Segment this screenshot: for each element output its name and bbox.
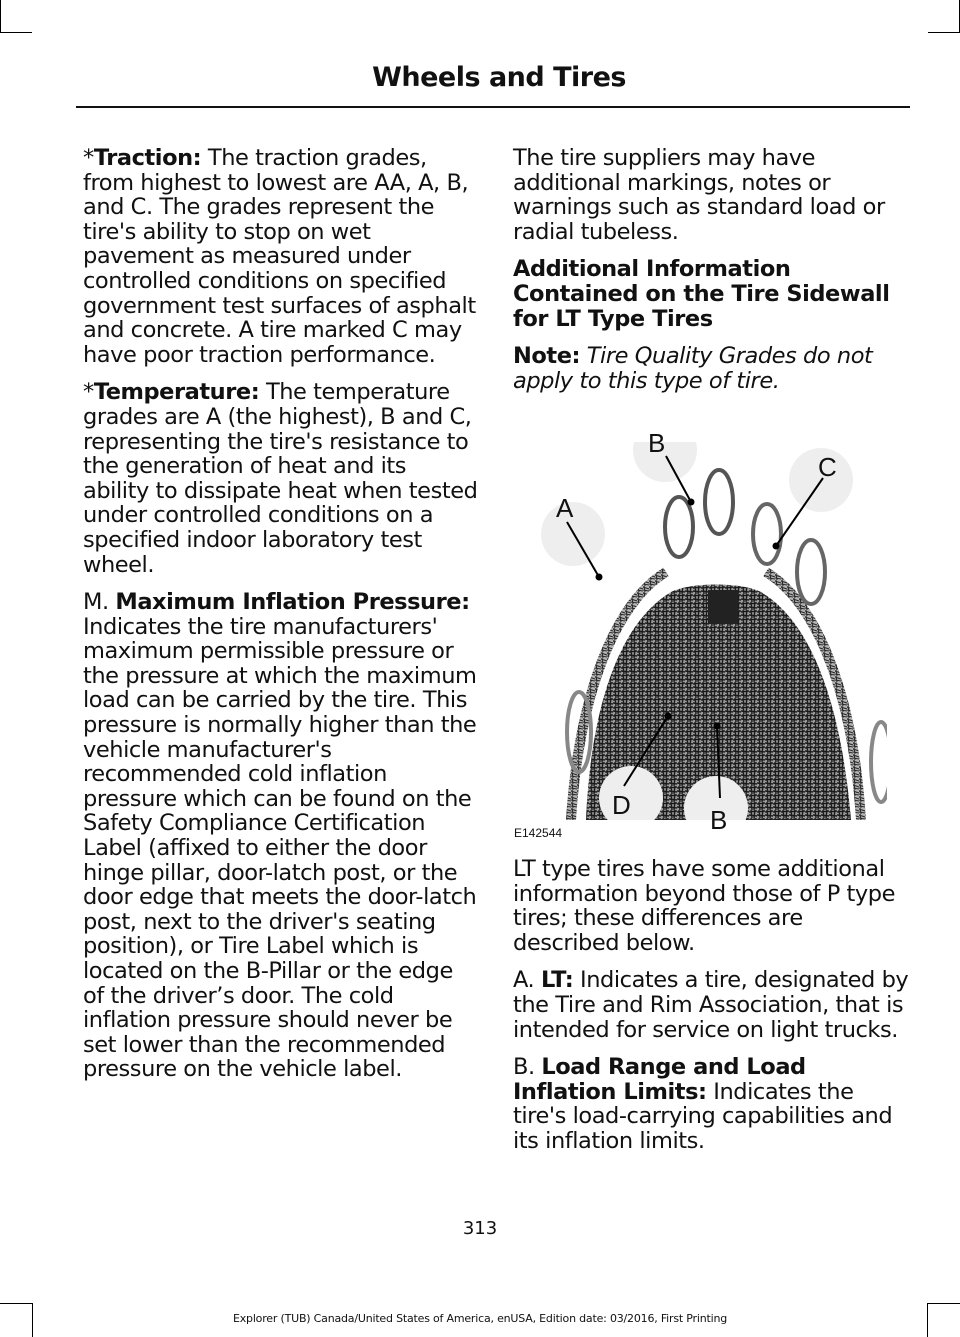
item-b-label: Load Range and Load Inflation Limits: (513, 1054, 806, 1105)
note-text: Tire Quality Grades do not apply to this type of tire. (513, 343, 873, 394)
tire-sidewall-illustration (541, 442, 887, 820)
traction-label: Traction: (93, 145, 202, 171)
header-rule (76, 106, 910, 108)
temperature-paragraph (83, 380, 478, 577)
section-heading: Additional Information Contained on the Tire Sidewall for LT Type Tires (513, 256, 890, 332)
item-b-text: Indicates the tire's load-carrying capabilities and its inflation limits. (513, 1078, 893, 1154)
right-column-lower (513, 857, 910, 1167)
max-inflation-text: Indicates the tire manufacturers' maximum permissible pressure or the pressure at which the maximum load can be carried by the tire. This pressure is normally higher than the vehicle manufacturer's recommended cold inflation pressure which can be found on the Safety Compliance Certification Label (affixed to either the door hinge pillar, door-latch post, or the door edge that meets the door-latch post, next to the driver's seating position), or Tire Label which is located on the B-Pillar or the edge of the driver’s door. The cold inflation pressure should never be set lower than the recommended pressure on the vehicle label. (83, 613, 477, 1083)
max-inflation-label: Maximum Inflation Pressure: (115, 589, 470, 616)
crop-mark (0, 0, 1, 32)
sidewall-letter (665, 497, 693, 557)
page-number: 313 (462, 1218, 498, 1239)
sidewall-letter (797, 540, 825, 604)
item-b-paragraph (513, 1055, 910, 1153)
leader-dot (596, 574, 603, 581)
traction-paragraph (83, 146, 478, 367)
crop-mark (0, 32, 32, 33)
footer-edition: Explorer (TUB) Canada/United States of America, enUSA, Edition date: 03/2016, First Printing (232, 1312, 727, 1325)
temperature-text: The temperature grades are A (the highest), B and C, representing the tire's resistance to the generation of heat and its ability to dissipate heat when tested under controlled conditions on a specified indoor laboratory test wheel. (83, 379, 478, 578)
max-inflation-paragraph (83, 590, 478, 1082)
traction-text: The traction grades, from highest to lowest are AA, A, B, and C. The grades represent the tire's ability to stop on wet pavement as measured under controlled conditions on specified government test surfaces of asphalt and concrete. A tire marked C may have poor traction performance. (83, 145, 476, 368)
crop-mark (928, 1303, 960, 1304)
lt-intro-paragraph: LT type tires have some additional information beyond those of P type tires; these differences are described below. (513, 856, 895, 956)
dark-block (708, 590, 738, 624)
item-a-label: LT: (540, 967, 574, 994)
page-title: Wheels and Tires (372, 62, 626, 93)
crop-mark (928, 32, 960, 33)
leader-dot (714, 723, 721, 730)
temperature-prefix: * (83, 379, 94, 406)
tire-sidewall-graphic (541, 442, 887, 820)
sidewall-letter (753, 504, 781, 564)
crop-mark (0, 1303, 32, 1304)
intro-paragraph: The tire suppliers may have additional markings, notes or warnings such as standard load or radial tubeless. (513, 145, 885, 245)
left-column (83, 146, 478, 1095)
sidewall-letter (871, 722, 887, 802)
item-b-prefix: B. (513, 1054, 542, 1081)
traction-prefix: * (83, 145, 94, 171)
leader-dot (773, 543, 780, 550)
callout-label-d: D (612, 790, 631, 820)
item-a-prefix: A. (513, 967, 541, 994)
right-column (513, 146, 910, 406)
note-paragraph (513, 344, 910, 393)
temperature-label: Temperature: (93, 379, 260, 406)
figure-code: E142544 (514, 826, 563, 840)
leader-dot (688, 499, 695, 506)
sidewall-letter (705, 470, 733, 534)
callout-label-c: C (818, 452, 837, 482)
item-a-text: Indicates a tire, designated by the Tire and Rim Association, that is intended for service on light trucks. (513, 967, 909, 1043)
callout-label-b-bottom: B (710, 805, 728, 835)
item-a-paragraph (513, 968, 910, 1042)
max-inflation-prefix: M. (83, 589, 116, 616)
leader-dot (665, 713, 672, 720)
note-label: Note: (513, 343, 581, 370)
callout-label-a: A (556, 493, 574, 523)
callout-label-b-top: B (648, 428, 666, 458)
